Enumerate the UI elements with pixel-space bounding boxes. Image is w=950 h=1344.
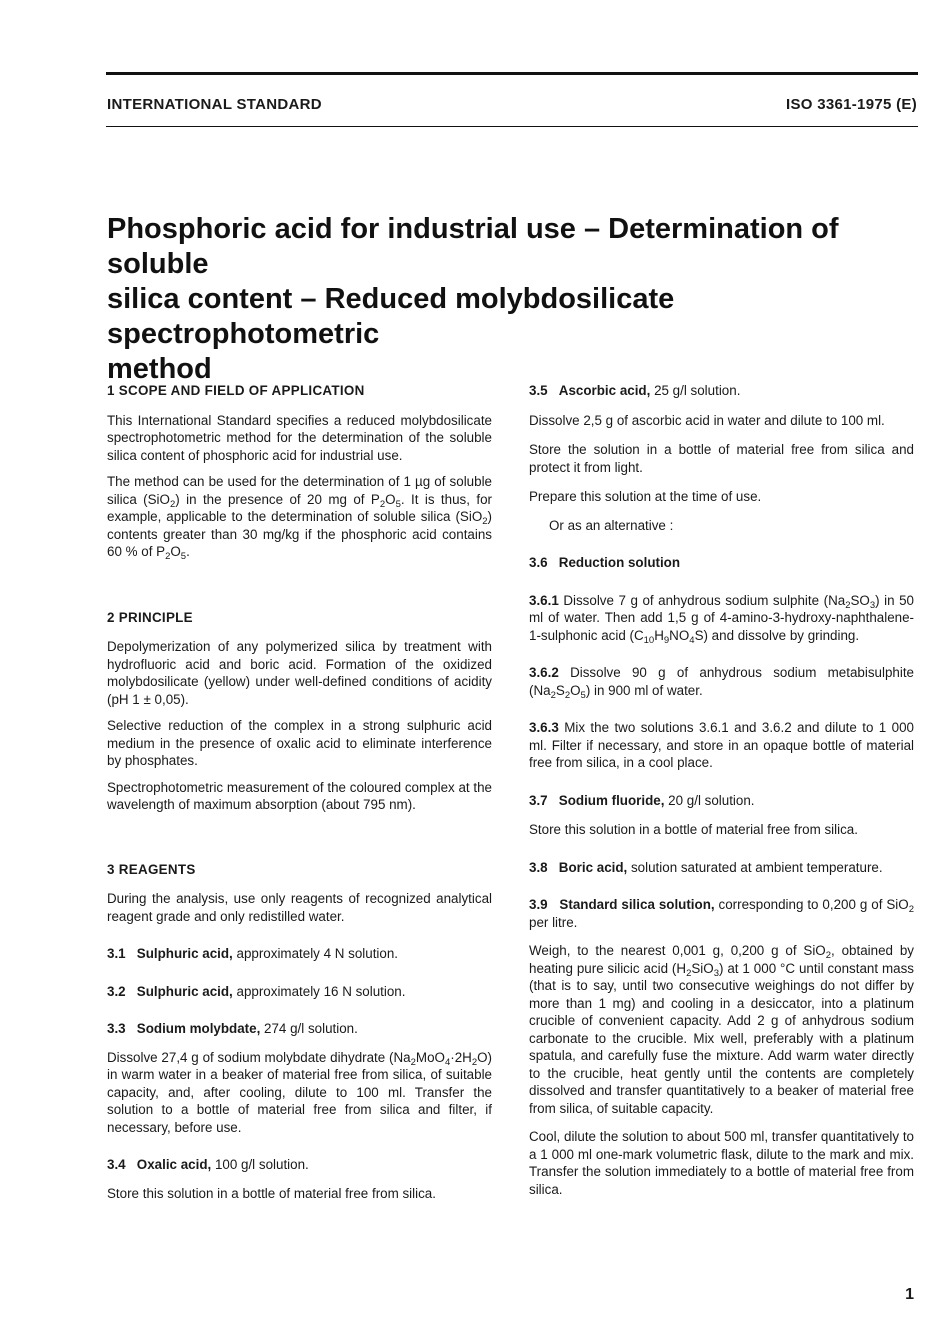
standard-type: INTERNATIONAL STANDARD (107, 96, 322, 113)
reagent-3-5-p3: Prepare this solution at the time of use. (529, 489, 762, 504)
principle-paragraph-2: Selective reduction of the complex in a strong sulphuric acid medium in the presence of oxalic acid to eliminate interference by phosphates. (107, 718, 492, 768)
title-line-1: Phosphoric acid for industrial use – Determination of soluble (107, 213, 839, 280)
section-2-heading: 2 PRINCIPLE (107, 609, 193, 625)
standard-number: ISO 3361-1975 (E) (785, 96, 917, 113)
reagents-intro: During the analysis, use only reagents of recognized analytical reagent grade and only redistilled water. (107, 891, 492, 924)
reagent-3-8: 3.8 Boric acid, solution saturated at ambient temperature. (529, 859, 883, 875)
reagent-3-3: 3.3 Sodium molybdate, 274 g/l solution. (107, 1021, 358, 1036)
reagent-3-6-2: 3.6.2 Dissolve 90 g of anhydrous sodium metabisulphite $(Na_2S_2O_5)$ in 900 ml of water. (529, 665, 914, 701)
top-rule (106, 72, 918, 75)
reagent-3-5-p1: Dissolve 2,5 g of ascorbic acid in water and dilute to 100 ml. (529, 412, 885, 428)
reagent-3-4-storage: Store this solution in a bottle of material free from silica. (107, 1185, 436, 1201)
right-column (529, 382, 914, 1198)
reagent-3-7: 3.7 Sodium fluoride, 20 g/l solution. (529, 792, 755, 808)
section-3-heading: 3 REAGENTS (107, 861, 196, 877)
reagent-3-5: 3.5 Ascorbic acid, 25 g/l solution. (529, 383, 741, 398)
reagent-3-7-storage: Store this solution in a bottle of material free from silica. (529, 822, 858, 837)
reagent-3-1: 3.1 Sulphuric acid, approximately 4 N solution. (107, 946, 399, 961)
reagent-3-9-procedure: Weigh, to the nearest 0,001 g, 0,200 g of SiO$_2$, obtained by heating pure silicic acid $(H_2SiO_3)$ at 1 000 °C until constant mass (that is to say, until two consecutive weighings do not differ by more than 1 mg) and cooling in a desiccator, into a platinum crucible of convenient capacity. Add 2 g of anhydrous sodium carbonate to the crucible. Mix well, preferably with a platinum spatula, and carefully fuse the mixture. Add warm water directly to the crucible, heat gently until the contents are completely dissolved and transfer quantitatively to a beaker of material free from silica, of suitable capacity. (529, 943, 914, 1116)
header-rule (106, 126, 918, 127)
reagent-3-6-3: 3.6.3 Mix the two solutions 3.6.1 and 3.6.2 and dilute to 1 000 ml. Filter if necessary, and store in an opaque bottle of material free from silica, in a cool place. (529, 720, 914, 770)
left-column (107, 382, 492, 1202)
reagent-3-5-p2: Store the solution in a bottle of material free from silica and protect it from light. (529, 442, 914, 475)
page-number: 1 (905, 1286, 914, 1303)
scope-paragraph: This International Standard specifies a reduced molybdosilicate spectrophotometric method for the determination of the soluble silica content of phosphoric acid for industrial use. (107, 412, 492, 463)
reagent-3-5-p4: Or as an alternative : (549, 517, 674, 533)
reagent-3-2: 3.2 Sulphuric acid, approximately 16 N solution. (107, 983, 406, 999)
title-line-2: silica content – Reduced molybdosilicate spectrophotometric (107, 283, 675, 350)
reagent-3-9: 3.9 Standard silica solution, corresponding to 0,200 g of SiO$_2$ per litre. (529, 897, 914, 930)
section-1-heading: 1 SCOPE AND FIELD OF APPLICATION (107, 383, 365, 398)
scope-method-paragraph: The method can be used for the determination of 1 µg of soluble silica (SiO$_2$) in the presence of 20 mg of $P_2O_5$. It is thus, for example, applicable to the determination of soluble silica (SiO$_2$) contents greater than 30 mg/kg if the phosphoric acid contains 60 % of $P_2O_5$. (107, 474, 492, 562)
principle-paragraph-1: Depolymerization of any polymerized silica by treatment with hydrofluoric acid and boric acid. Formation of the oxidized molybdosilicate (yellow) under well-defined conditions of acidity (pH 1 ± 0,05). (107, 639, 492, 707)
document-title (107, 212, 927, 387)
reagent-3-6-1: 3.6.1 Dissolve 7 g of anhydrous sodium sulphite $(Na_2SO_3)$ in 50 ml of water. Then add 1,5 g of 4-amino-3-hydroxy-naphthalene-1-sulphonic acid $(C_{10}H_9NO_4S)$ and dissolve by grinding. (529, 592, 915, 646)
reagent-3-4: 3.4 Oxalic acid, 100 g/l solution. (107, 1157, 309, 1172)
reagent-3-3-procedure: Dissolve 27,4 g of sodium molybdate dihydrate $(Na_2MoO_4\cdot 2H_2O)$ in warm water in a beaker of material free from silica, of suitable capacity, and, after cooling, dilute to 100 ml. Transfer the solution to a bottle of material free from silica and filter, if necessary, before use. (107, 1049, 492, 1135)
reagent-3-9-dilution: Cool, dilute the solution to about 500 ml, transfer quantitatively to a 1 000 ml one-mark volumetric flask, dilute to the mark and mix. Transfer the solution immediately to a bottle of material free from silica. (529, 1129, 914, 1197)
reagent-3-6: 3.6 Reduction solution (529, 555, 681, 570)
title-line-3: method (107, 353, 212, 385)
principle-paragraph-3: Spectrophotometric measurement of the coloured complex at the wavelength of maximum absorption (about 795 nm). (107, 779, 492, 812)
